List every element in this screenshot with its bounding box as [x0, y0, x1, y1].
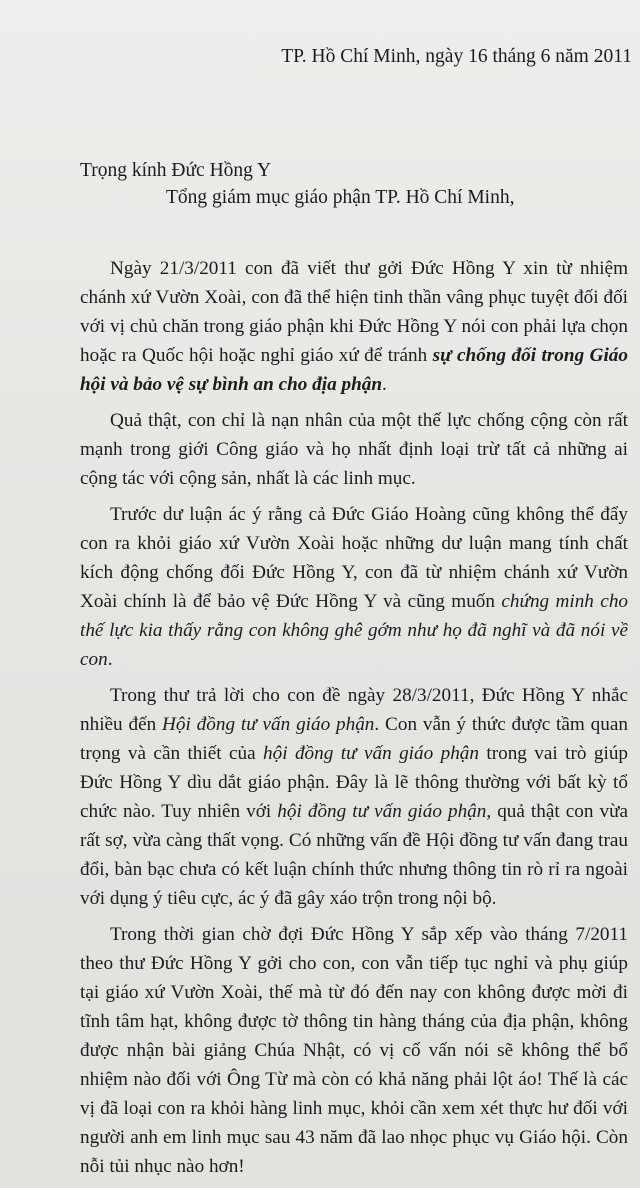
text-run: Quả thật, con chỉ là nạn nhân của một thế lực chống cộng còn rất mạnh trong giới Công giáo và họ nhất định loại trừ tất cả những ai cộng tác với cộng sản, nhất là các linh mục. [80, 410, 628, 489]
text-run: . [382, 374, 387, 395]
salutation: Trọng kính Đức Hồng Y [80, 160, 272, 181]
text-run: . [107, 649, 113, 670]
italic-run: hội đồng tư vấn giáo phận [277, 801, 487, 822]
italic-run: hội đồng tư vấn giáo phận [263, 743, 479, 764]
text-run: Trước dư luận ác ý rằng cả Đức Giáo Hoàng cũng không thể đẩy con ra khỏi giáo xứ Vườn Xoài hoặc những dư luận mang tính chất kích động chống đối Đức Hồng Y, con đã từ nhiệm chánh xứ Vườn Xoài chính là để bảo vệ Đức Hồng Y và cũng muốn [80, 504, 628, 612]
text-run: Trong thư trả lời cho con đề ngày 28/3/2011, Đức Hồng Y nhắc nhiều đến [80, 685, 628, 735]
letter-paragraph [80, 681, 628, 913]
italic-run: chứng minh cho thế lực kia thấy rằng con không ghê gớm như họ đã nghĩ và đã nói về con [80, 591, 629, 670]
italic-run: Hội đồng tư vấn giáo phận [162, 714, 375, 735]
letter-body [80, 254, 628, 1188]
emphasis-text: sự chống đối trong Giáo hội và bảo vệ sự bình an cho địa phận [80, 345, 628, 395]
letter-paragraph [80, 406, 628, 493]
date-line: TP. Hồ Chí Minh, ngày 16 tháng 6 năm 2011 [281, 46, 632, 67]
text-run: Trong thời gian chờ đợi Đức Hồng Y sắp xếp vào tháng 7/2011 theo thư Đức Hồng Y gởi cho con, con vẫn tiếp tục nghỉ và phụ giúp tại giáo xứ Vườn Xoài, thế mà từ đó đến nay con không được mời đi tĩnh tâm hạt, không được tờ thông tin hàng tháng của địa phận, không được nhận bài giảng Chúa Nhật, có vị cố vấn nói sẽ không thể bổ nhiệm nào đối với Ông Từ mà còn có khả năng phải lột áo! Thế là các vị đã loại con ra khỏi hàng linh mục, khỏi cần xem xét thực hư đối với người anh em linh mục sau 43 năm đã lao nhọc phục vụ Giáo hội. Còn nỗi tủi nhục nào hơn! [80, 924, 628, 1177]
text-run: . Con vẫn ý thức được tầm quan trọng và cần thiết của [80, 714, 628, 764]
letter-paragraph [80, 500, 628, 674]
salutation-recipient-title: Tổng giám mục giáo phận TP. Hồ Chí Minh, [166, 187, 515, 208]
text-run: , quả thật con vừa rất sợ, vừa càng thất vọng. Có những vấn đề Hội đồng tư vấn đang trau đổi, bàn bạc chưa có kết luận chính thức nhưng thông tin rò rỉ ra ngoài với dụng ý tiêu cực, ác ý đã gây xáo trộn trong nội bộ. [80, 801, 628, 909]
text-run: trong vai trò giúp Đức Hồng Y dìu dắt giáo phận. Đây là lẽ thông thường với bất kỳ tổ chức nào. Tuy nhiên với [80, 743, 629, 822]
letter-paragraph [80, 254, 628, 399]
text-run: Ngày 21/3/2011 con đã viết thư gởi Đức Hồng Y xin từ nhiệm chánh xứ Vườn Xoài, con đã thể hiện tinh thần vâng phục tuyệt đối đối với vị chủ chăn trong giáo phận khi Đức Hồng Y nói con phải lựa chọn hoặc ra Quốc hội hoặc nghỉ giáo xứ để tránh [80, 258, 628, 366]
letter-paragraph [80, 920, 628, 1181]
